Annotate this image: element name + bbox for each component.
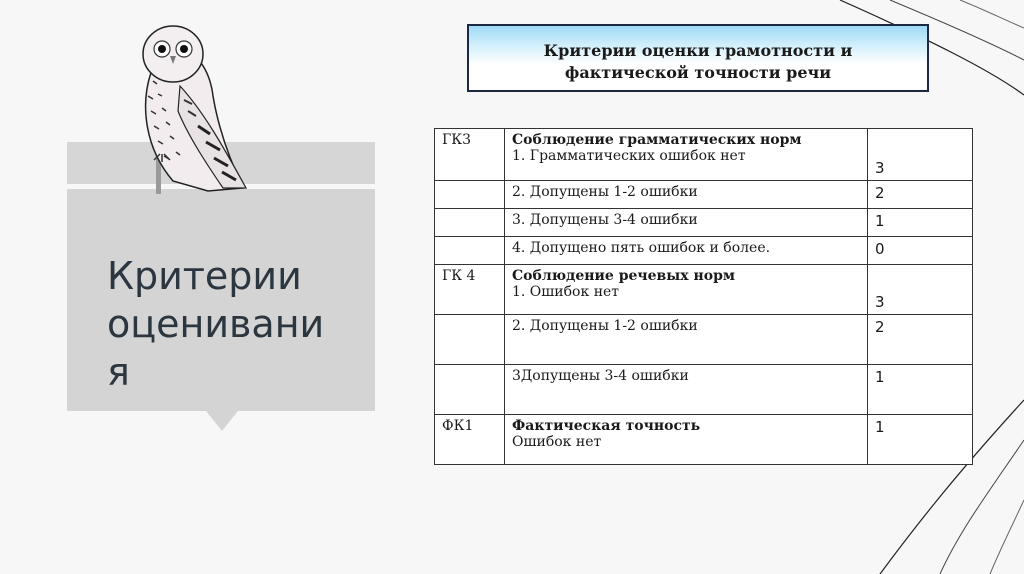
criterion-description — [505, 265, 868, 315]
table-row — [435, 415, 973, 465]
criterion-score: 1 — [868, 365, 973, 415]
criterion-score: 3 — [868, 129, 973, 181]
table-row — [435, 209, 973, 237]
heading-line-3: я — [107, 350, 130, 394]
table-row — [435, 265, 973, 315]
criterion-description — [505, 415, 868, 465]
slide-heading — [107, 252, 357, 396]
criterion-heading: Соблюдение речевых норм — [512, 268, 736, 284]
owl-illustration — [118, 16, 258, 194]
criterion-text: 3. Допущены 3-4 ошибки — [505, 209, 868, 237]
title-box — [467, 24, 929, 92]
criterion-score: 0 — [868, 237, 973, 265]
title-line-1: Критерии оценки грамотности и — [543, 41, 853, 60]
table-row — [435, 129, 973, 181]
criterion-heading: Фактическая точность — [512, 418, 701, 434]
criterion-code: ФК1 — [435, 415, 505, 465]
criterion-description — [505, 129, 868, 181]
panel-pointer — [206, 411, 238, 431]
criterion-code — [435, 209, 505, 237]
criterion-score: 1 — [868, 209, 973, 237]
criterion-score: 2 — [868, 315, 973, 365]
criterion-text: 2. Допущены 1-2 ошибки — [505, 181, 868, 209]
criterion-code — [435, 237, 505, 265]
criterion-score: 2 — [868, 181, 973, 209]
criterion-score: 3 — [868, 265, 973, 315]
criterion-text: 4. Допущено пять ошибок и более. — [505, 237, 868, 265]
table-row — [435, 315, 973, 365]
criterion-heading: Соблюдение грамматических норм — [512, 132, 802, 148]
criterion-text: 3Допущены 3-4 ошибки — [505, 365, 868, 415]
criterion-text: 2. Допущены 1-2 ошибки — [505, 315, 868, 365]
criterion-text: 1. Ошибок нет — [512, 284, 620, 300]
criterion-text: Ошибок нет — [512, 434, 602, 450]
criterion-code: ГК 4 — [435, 265, 505, 315]
criterion-code — [435, 315, 505, 365]
criterion-code — [435, 365, 505, 415]
criterion-text: 1. Грамматических ошибок нет — [512, 148, 746, 164]
table-row — [435, 365, 973, 415]
table-row — [435, 181, 973, 209]
criterion-code: ГК3 — [435, 129, 505, 181]
criterion-code — [435, 181, 505, 209]
table-row — [435, 237, 973, 265]
heading-line-1: Критерии — [107, 254, 302, 298]
heading-line-2: оценивани — [107, 302, 325, 346]
criterion-score: 1 — [868, 415, 973, 465]
criteria-table — [434, 128, 973, 465]
title-line-2: фактической точности речи — [564, 63, 832, 82]
